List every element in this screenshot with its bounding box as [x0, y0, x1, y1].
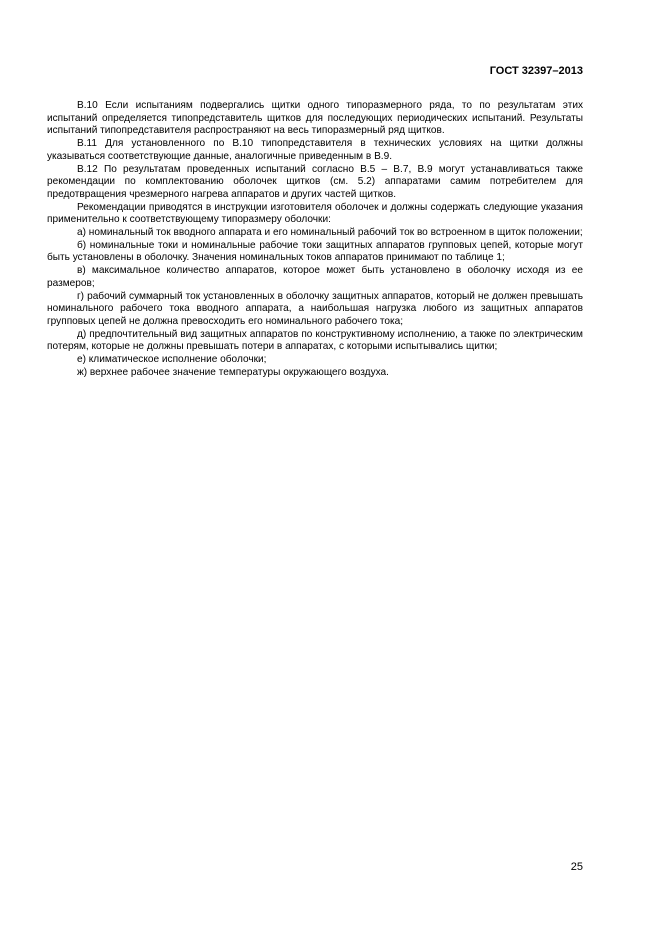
- list-item-b: б) номинальные токи и номинальные рабочие токи защитных аппаратов групповых цепей, которые могут быть установлены в оболочку. Значения номинальных токов аппаратов принимают по таблице 1;: [47, 239, 583, 264]
- list-item-a: а) номинальный ток вводного аппарата и его номинальный рабочий ток во встроенном в щиток положении;: [77, 227, 583, 239]
- list-item-v: в) максимальное количество аппаратов, которое может быть установлено в оболочку исходя из ее размеров;: [47, 265, 583, 289]
- list-item-d: д) предпочтительный вид защитных аппаратов по конструктивному исполнению, а также по электрическим потерям, которые не должны превышать потери в аппаратах, с которыми испытывались щитки;: [47, 328, 583, 353]
- paragraph-b10: В.10 Если испытаниям подвергались щитки одного типоразмерного ряда, то по результатам этих испытаний определяется типопредставитель щитков для последующих периодических испытаний. Результаты испытаний типопредставителя распространяют на весь типоразмерный ряд щитков.: [47, 100, 583, 137]
- paragraph-recommendations-intro: Рекомендации приводятся в инструкции изготовителя оболочек и должны содержать следующие указания применительно к соответствующему типоразмеру оболочки:: [47, 201, 583, 226]
- paragraph-b12: В.12 По результатам проведенных испытаний согласно В.5 – В.7, В.9 могут устанавливаться также рекомендации по комплектованию оболочек щитков (см. 5.2) аппаратами самим потребителем для предотвращения чрезмерного нагрева аппаратов и других частей щитков.: [47, 163, 583, 200]
- paragraph-b11: В.11 Для установленного по В.10 типопредставителя в технических условиях на щитки должны указываться соответствующие данные, аналогичные приведенным в В.9.: [47, 138, 583, 162]
- list-item-g: г) рабочий суммарный ток установленных в оболочку защитных аппаратов, который не должен превышать номинального рабочего тока вводного аппарата, а наибольшая нагрузка любого из защитных аппаратов групповых цепей не должна превосходить его номинального рабочего тока;: [47, 290, 583, 327]
- page-number: 25: [570, 861, 583, 873]
- list-item-zh: ж) верхнее рабочее значение температуры окружающего воздуха.: [77, 366, 389, 378]
- document-body: [47, 100, 583, 379]
- list-item-e: е) климатическое исполнение оболочки;: [77, 354, 267, 366]
- document-header-code: ГОСТ 32397–2013: [489, 65, 583, 77]
